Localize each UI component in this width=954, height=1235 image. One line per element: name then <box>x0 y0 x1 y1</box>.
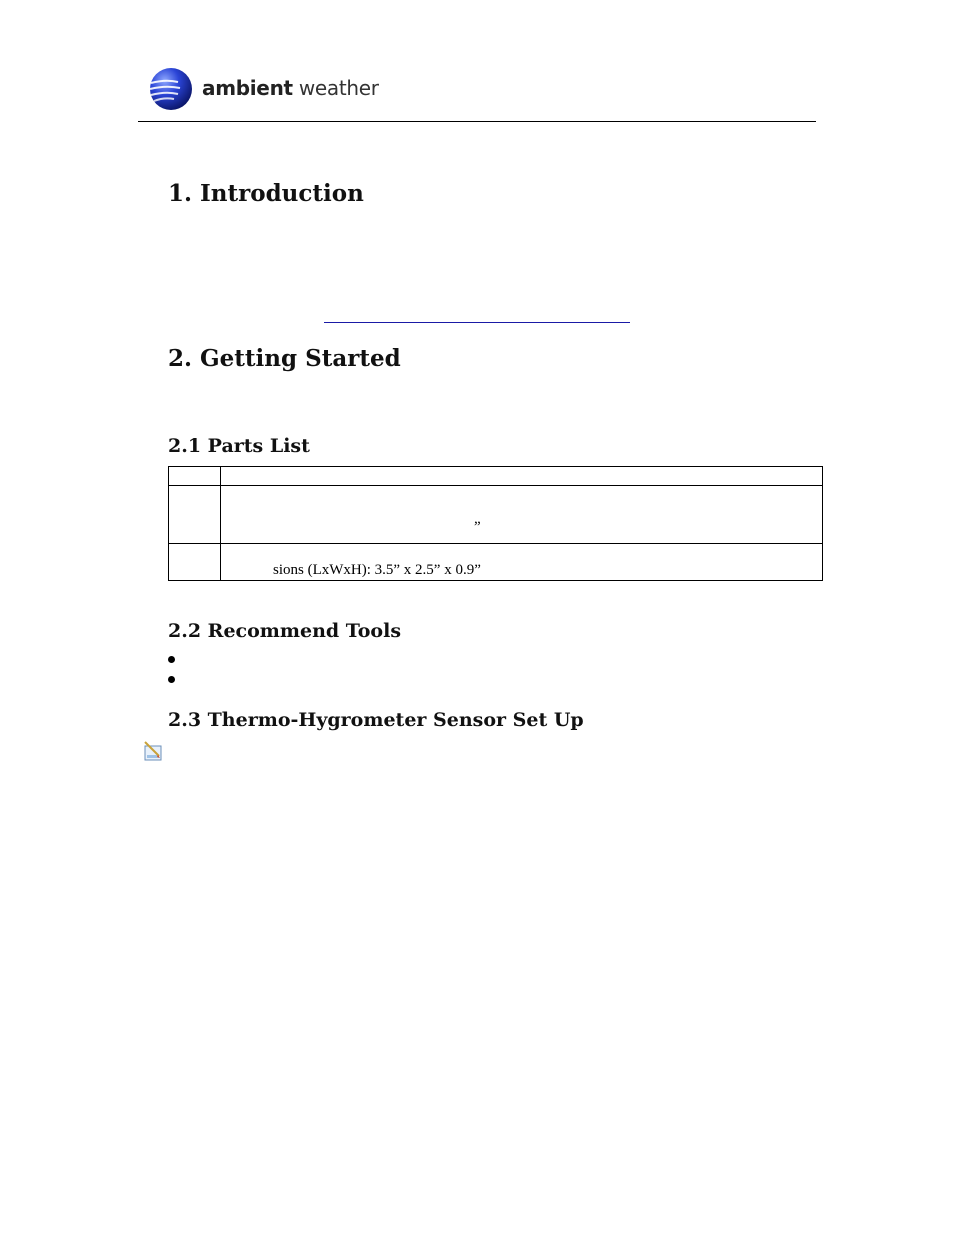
getting-started-heading: 2. Getting Started <box>168 345 401 372</box>
table-cell <box>221 544 823 581</box>
hyperlink-underline[interactable] <box>324 322 630 323</box>
logo-wordmark <box>202 76 379 100</box>
logo-word-ambient: ambient <box>202 76 293 100</box>
table-header-row <box>169 467 823 486</box>
table-row <box>169 544 823 581</box>
tools-heading: 2.2 Recommend Tools <box>168 620 402 642</box>
list-bullet <box>168 656 175 663</box>
parts-list-heading: 2.1 Parts List <box>168 435 310 457</box>
broken-image-icon <box>142 740 164 762</box>
table-row <box>169 486 823 544</box>
header-divider <box>138 121 816 122</box>
table-cell <box>221 486 823 544</box>
table-cell <box>221 467 823 486</box>
table-cell <box>169 486 221 544</box>
parts-list-table <box>168 466 823 581</box>
list-bullet <box>168 676 175 683</box>
intro-heading: 1. Introduction <box>168 180 364 207</box>
logo-word-weather: weather <box>298 76 379 100</box>
row2-dimensions-text: sions (LxWxH): 3.5” x 2.5” x 0.9” <box>273 562 481 578</box>
globe-logo-icon <box>148 66 194 112</box>
sensor-setup-heading: 2.3 Thermo-Hygrometer Sensor Set Up <box>168 709 584 731</box>
table-cell <box>169 467 221 486</box>
row1-text-fragment: ” <box>474 519 481 535</box>
table-cell <box>169 544 221 581</box>
header-logo <box>148 66 388 114</box>
